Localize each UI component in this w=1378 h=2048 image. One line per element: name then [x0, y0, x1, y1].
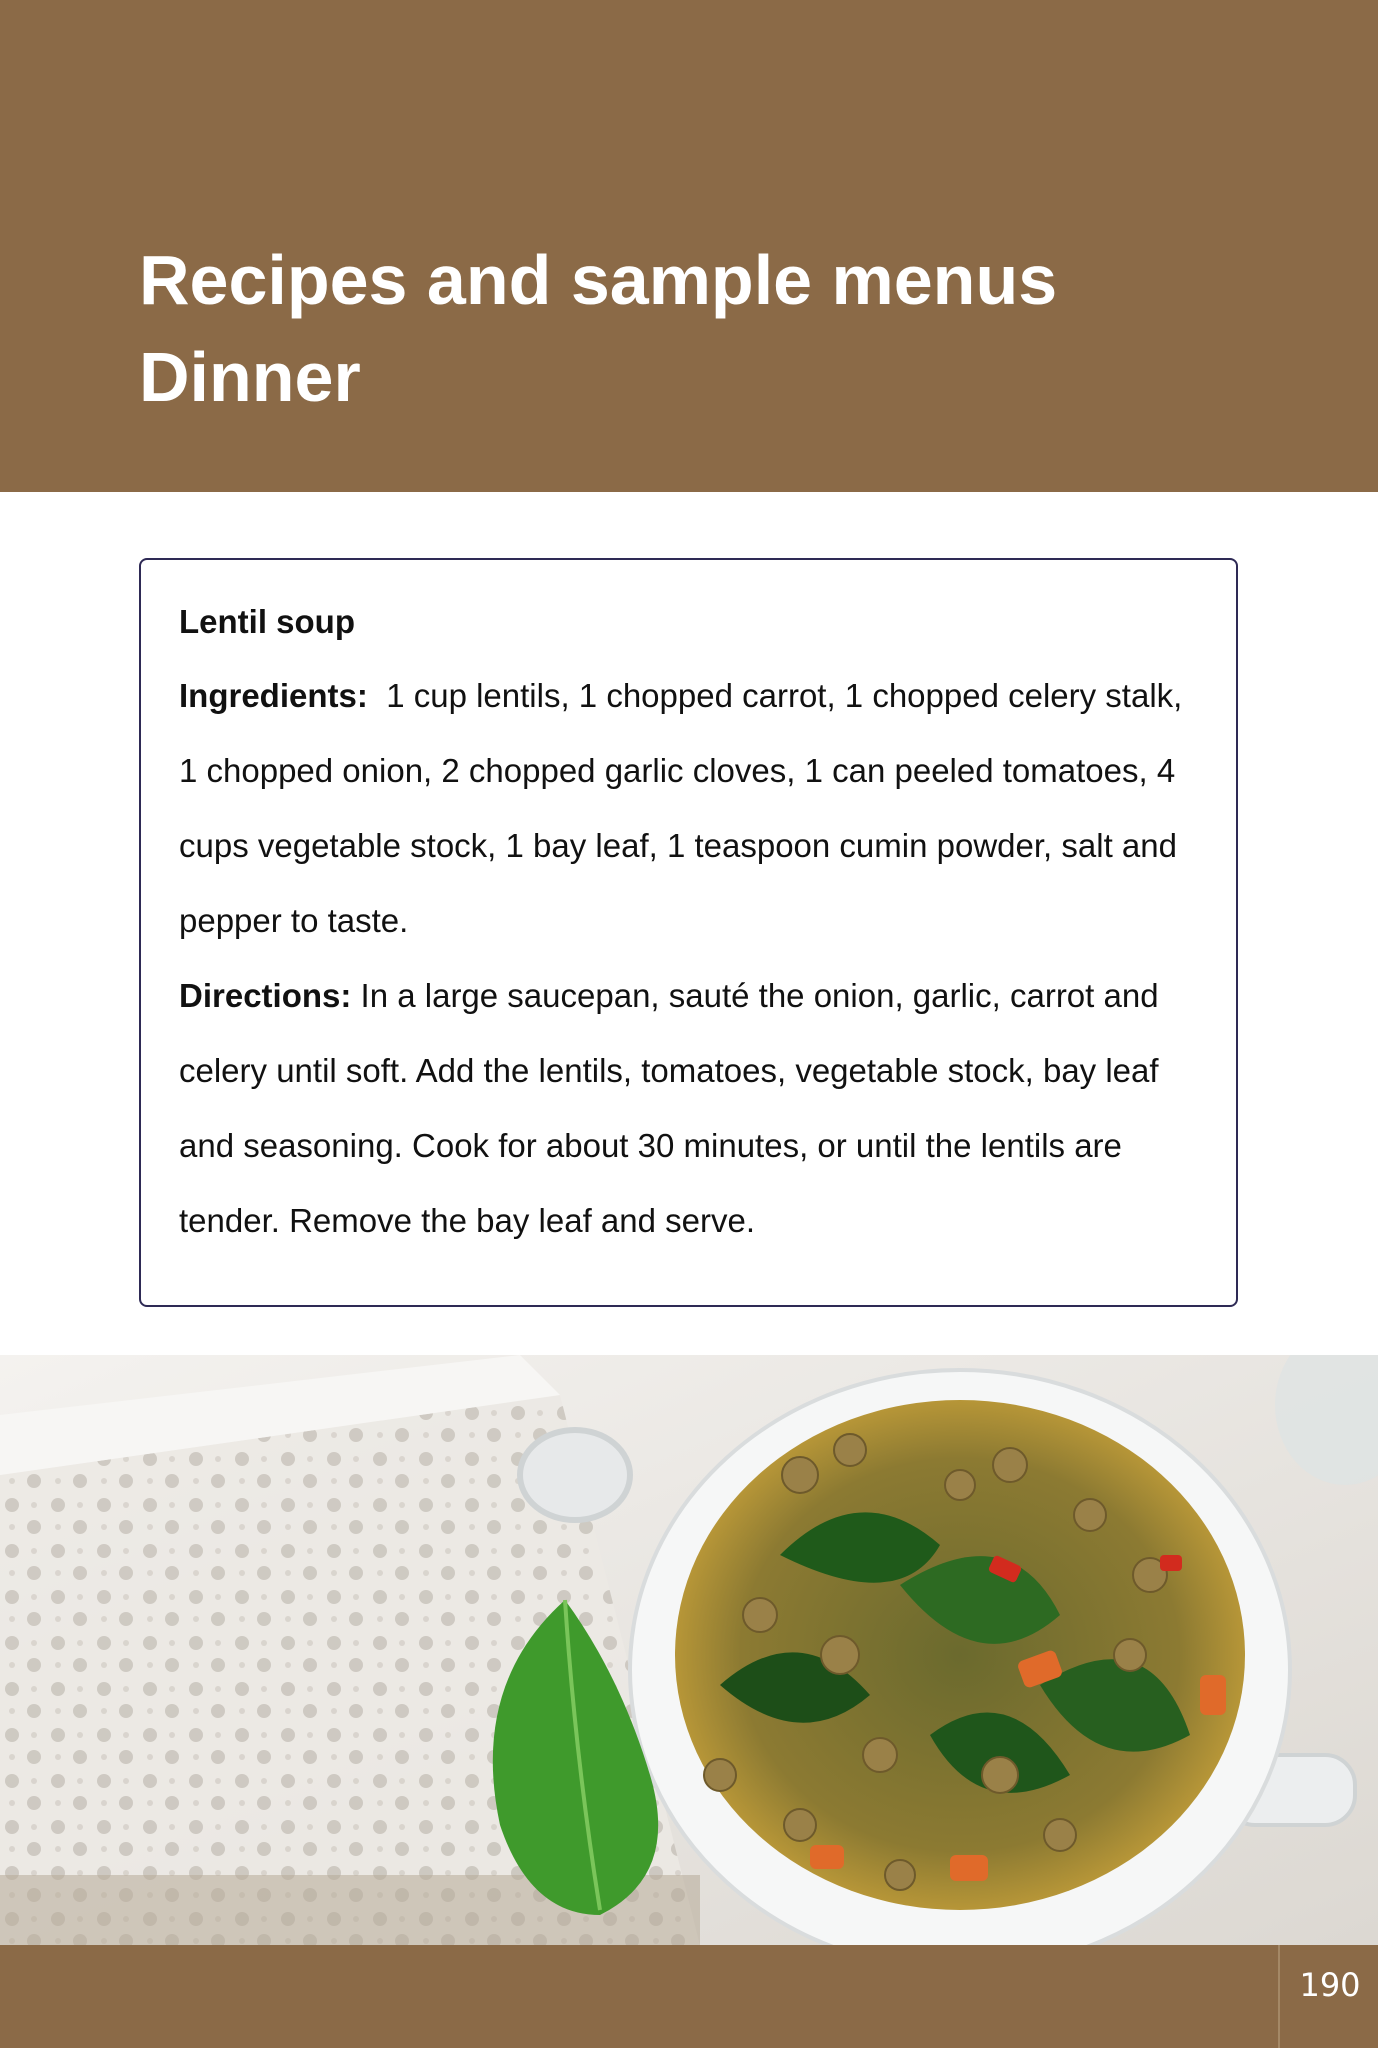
recipe-title: Lentil soup [179, 603, 355, 640]
page-number: 190 [1299, 1966, 1361, 2004]
page-title [139, 232, 1057, 426]
ingredients-label: Ingredients: [179, 677, 368, 714]
page-title-line-2: Dinner [139, 338, 361, 416]
soup-illustration [0, 1355, 1378, 1945]
recipe-card [139, 558, 1238, 1307]
ingredients-text: 1 cup lentils, 1 chopped carrot, 1 chopped celery stalk, 1 chopped onion, 2 chopped garlic cloves, 1 can peeled tomatoes, 4 cups vegetable stock, 1 bay leaf, 1 teaspoon cumin powder, salt and pepper to taste. [179, 677, 1183, 939]
footer-divider [1278, 1945, 1280, 2048]
recipe-content [179, 602, 1199, 1258]
bowl-handle-left-icon [520, 1430, 630, 1520]
directions-label: Directions: [179, 977, 352, 1014]
ingredients-paragraph [179, 658, 1199, 958]
page-header [0, 0, 1378, 492]
page-title-line-1: Recipes and sample menus [139, 241, 1058, 319]
directions-paragraph [179, 958, 1199, 1258]
page-footer [0, 1945, 1378, 2048]
lentil-soup-photo [0, 1355, 1378, 1945]
directions-text: In a large saucepan, sauté the onion, garlic, carrot and celery until soft. Add the lentils, tomatoes, vegetable stock, bay leaf and seasoning. Cook for about 30 minutes, or until the lentils are tender. Remove the bay leaf and serve. [179, 977, 1159, 1239]
